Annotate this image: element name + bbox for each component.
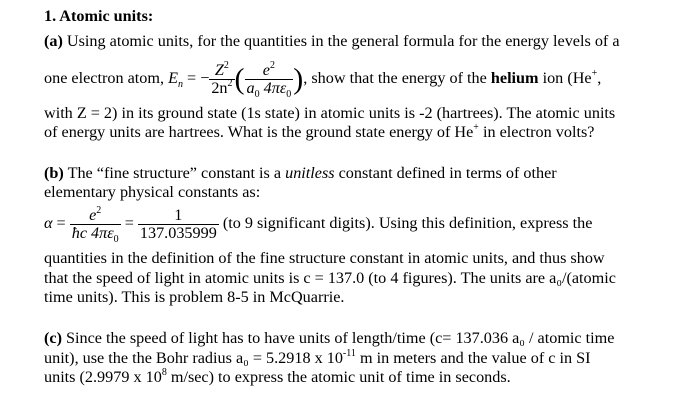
fine-structure-formula: α = $\frac{e^2}{ħc 4\pi\varepsilon_0}$ = $\frac{1}{137.035999}$ bbox=[44, 204, 217, 245]
part-a-line-1 bbox=[44, 31, 620, 51]
part-a-line-4: of energy units are hartrees. What is the ground state energy of He+ in electron volts? bbox=[44, 122, 595, 141]
unitless-word: unitless bbox=[285, 164, 335, 182]
part-b-line-2: elementary physical constants as: bbox=[44, 183, 261, 201]
part-b-line-4: quantities in the definition of the fine structure constant in atomic units, and thus show bbox=[44, 249, 605, 267]
part-c-line-3: units (2.9979 x $10^8$ m/sec) to express the atomic unit of time in seconds. bbox=[44, 367, 511, 386]
problem-title: 1. Atomic units: bbox=[44, 7, 154, 25]
fine-structure-formula-line bbox=[44, 201, 592, 245]
part-b-line-5: that the speed of light in atomic units is c = 137.0 (to 4 figures). The units are a₀/(atomic bbox=[44, 269, 616, 287]
fraction-e2-over-hbar-c: $\frac{e^2}{ħc 4\pi\varepsilon_0}$ bbox=[71, 204, 119, 245]
left-paren: ( bbox=[234, 62, 245, 96]
fraction-1-over-137: $\frac{1}{137.035999}$ bbox=[139, 205, 217, 242]
part-a-text-1: Using atomic units, for the quantities in the general formula for the energy levels of a bbox=[66, 32, 620, 50]
part-c-label: (c) bbox=[44, 329, 62, 347]
part-c-line-1: (c) Since the speed of light has to have units of length/time (c= 137.036 a₀ / atomic time bbox=[44, 329, 615, 347]
fraction-z2-over-2n2: $\frac{Z^2}{2n^2}$ bbox=[211, 59, 233, 97]
part-a-line-3: with Z = 2) in its ground state (1s state) in atomic units is -2 (hartrees). The atomic units bbox=[44, 104, 616, 122]
fraction-e2-over-a0-4pi-eps0: $\frac{e^2}{a_0 4\pi\varepsilon_0}$ bbox=[246, 59, 292, 100]
part-b-label: (b) bbox=[44, 164, 64, 182]
part-c-line-2: unit), use the the Bohr radius a₀ = 5.2918 x $10^{-11}$ m in meters and the value of c in SI bbox=[44, 348, 591, 367]
part-b-post-formula: (to 9 significant digits). Using this definition, express the bbox=[222, 214, 593, 232]
part-a-formula-line: one electron atom, $E_n$ = − $\frac{Z^2}{2n^2}$ ( $\frac{e^2}{a_0 4\pi\varepsilon_0}$ ), show that the energy of the helium ion (He+, bbox=[44, 59, 602, 100]
helium-word: helium bbox=[490, 69, 539, 87]
part-b-line-1: (b) The “fine structure” constant is a unitless constant defined in terms of other bbox=[44, 164, 557, 182]
energy-formula: $E_n$ = − $\frac{Z^2}{2n^2}$ ( $\frac{e^2}{a_0 4\pi\varepsilon_0}$ ) bbox=[168, 59, 304, 100]
part-a-pre-formula: one electron atom, bbox=[44, 69, 165, 87]
right-paren: ) bbox=[293, 62, 304, 96]
part-b-line-6: time units). This is problem 8-5 in McQuarrie. bbox=[44, 288, 345, 306]
part-a-label: (a) bbox=[44, 32, 63, 50]
